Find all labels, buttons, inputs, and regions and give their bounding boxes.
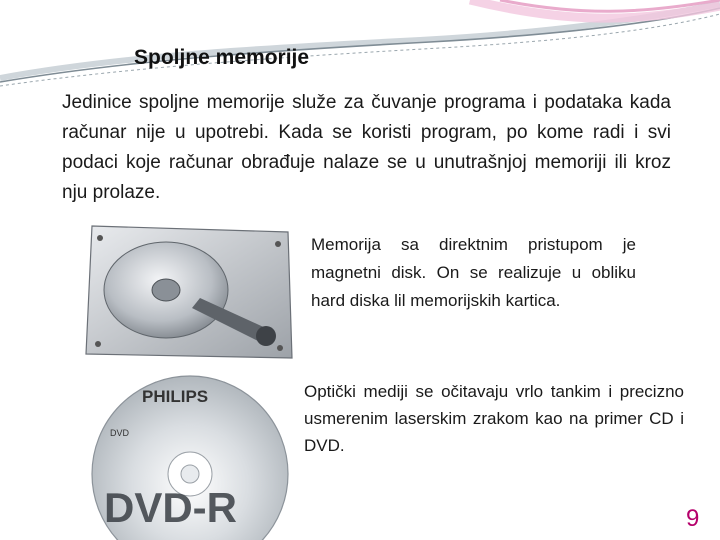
hard-disk-image (80, 218, 298, 368)
hard-disk-description: Memorija sa direktnim pristupom je magnetni disk. On se realizuje u obliku hard diska lil memorijskih kartica. (311, 235, 636, 310)
dvd-small-logo: DVD (110, 428, 130, 438)
intro-paragraph: Jedinice spoljne memorije služe za čuvanje programa i podataka kada računar nije u upotrebi. Kada se koristi program, po kome radi i svi podaci koje računar obrađuje nalaze se u unutrašnjoj memoriji ili kroz nju prolaze. (62, 92, 671, 203)
dvd-brand-text: PHILIPS (142, 387, 209, 406)
page-number: 9 (686, 505, 700, 532)
dvd-label-text: DVD-R (104, 484, 237, 531)
optical-media-description: Optički mediji se očitavaju vrlo tankim i precizno usmerenim laserskim zrakom kao na primer CD i DVD. (304, 382, 684, 455)
dvd-disc-image (90, 374, 290, 540)
decorative-swoosh (0, 0, 720, 90)
slide-title: Spoljne memorije (134, 46, 310, 69)
